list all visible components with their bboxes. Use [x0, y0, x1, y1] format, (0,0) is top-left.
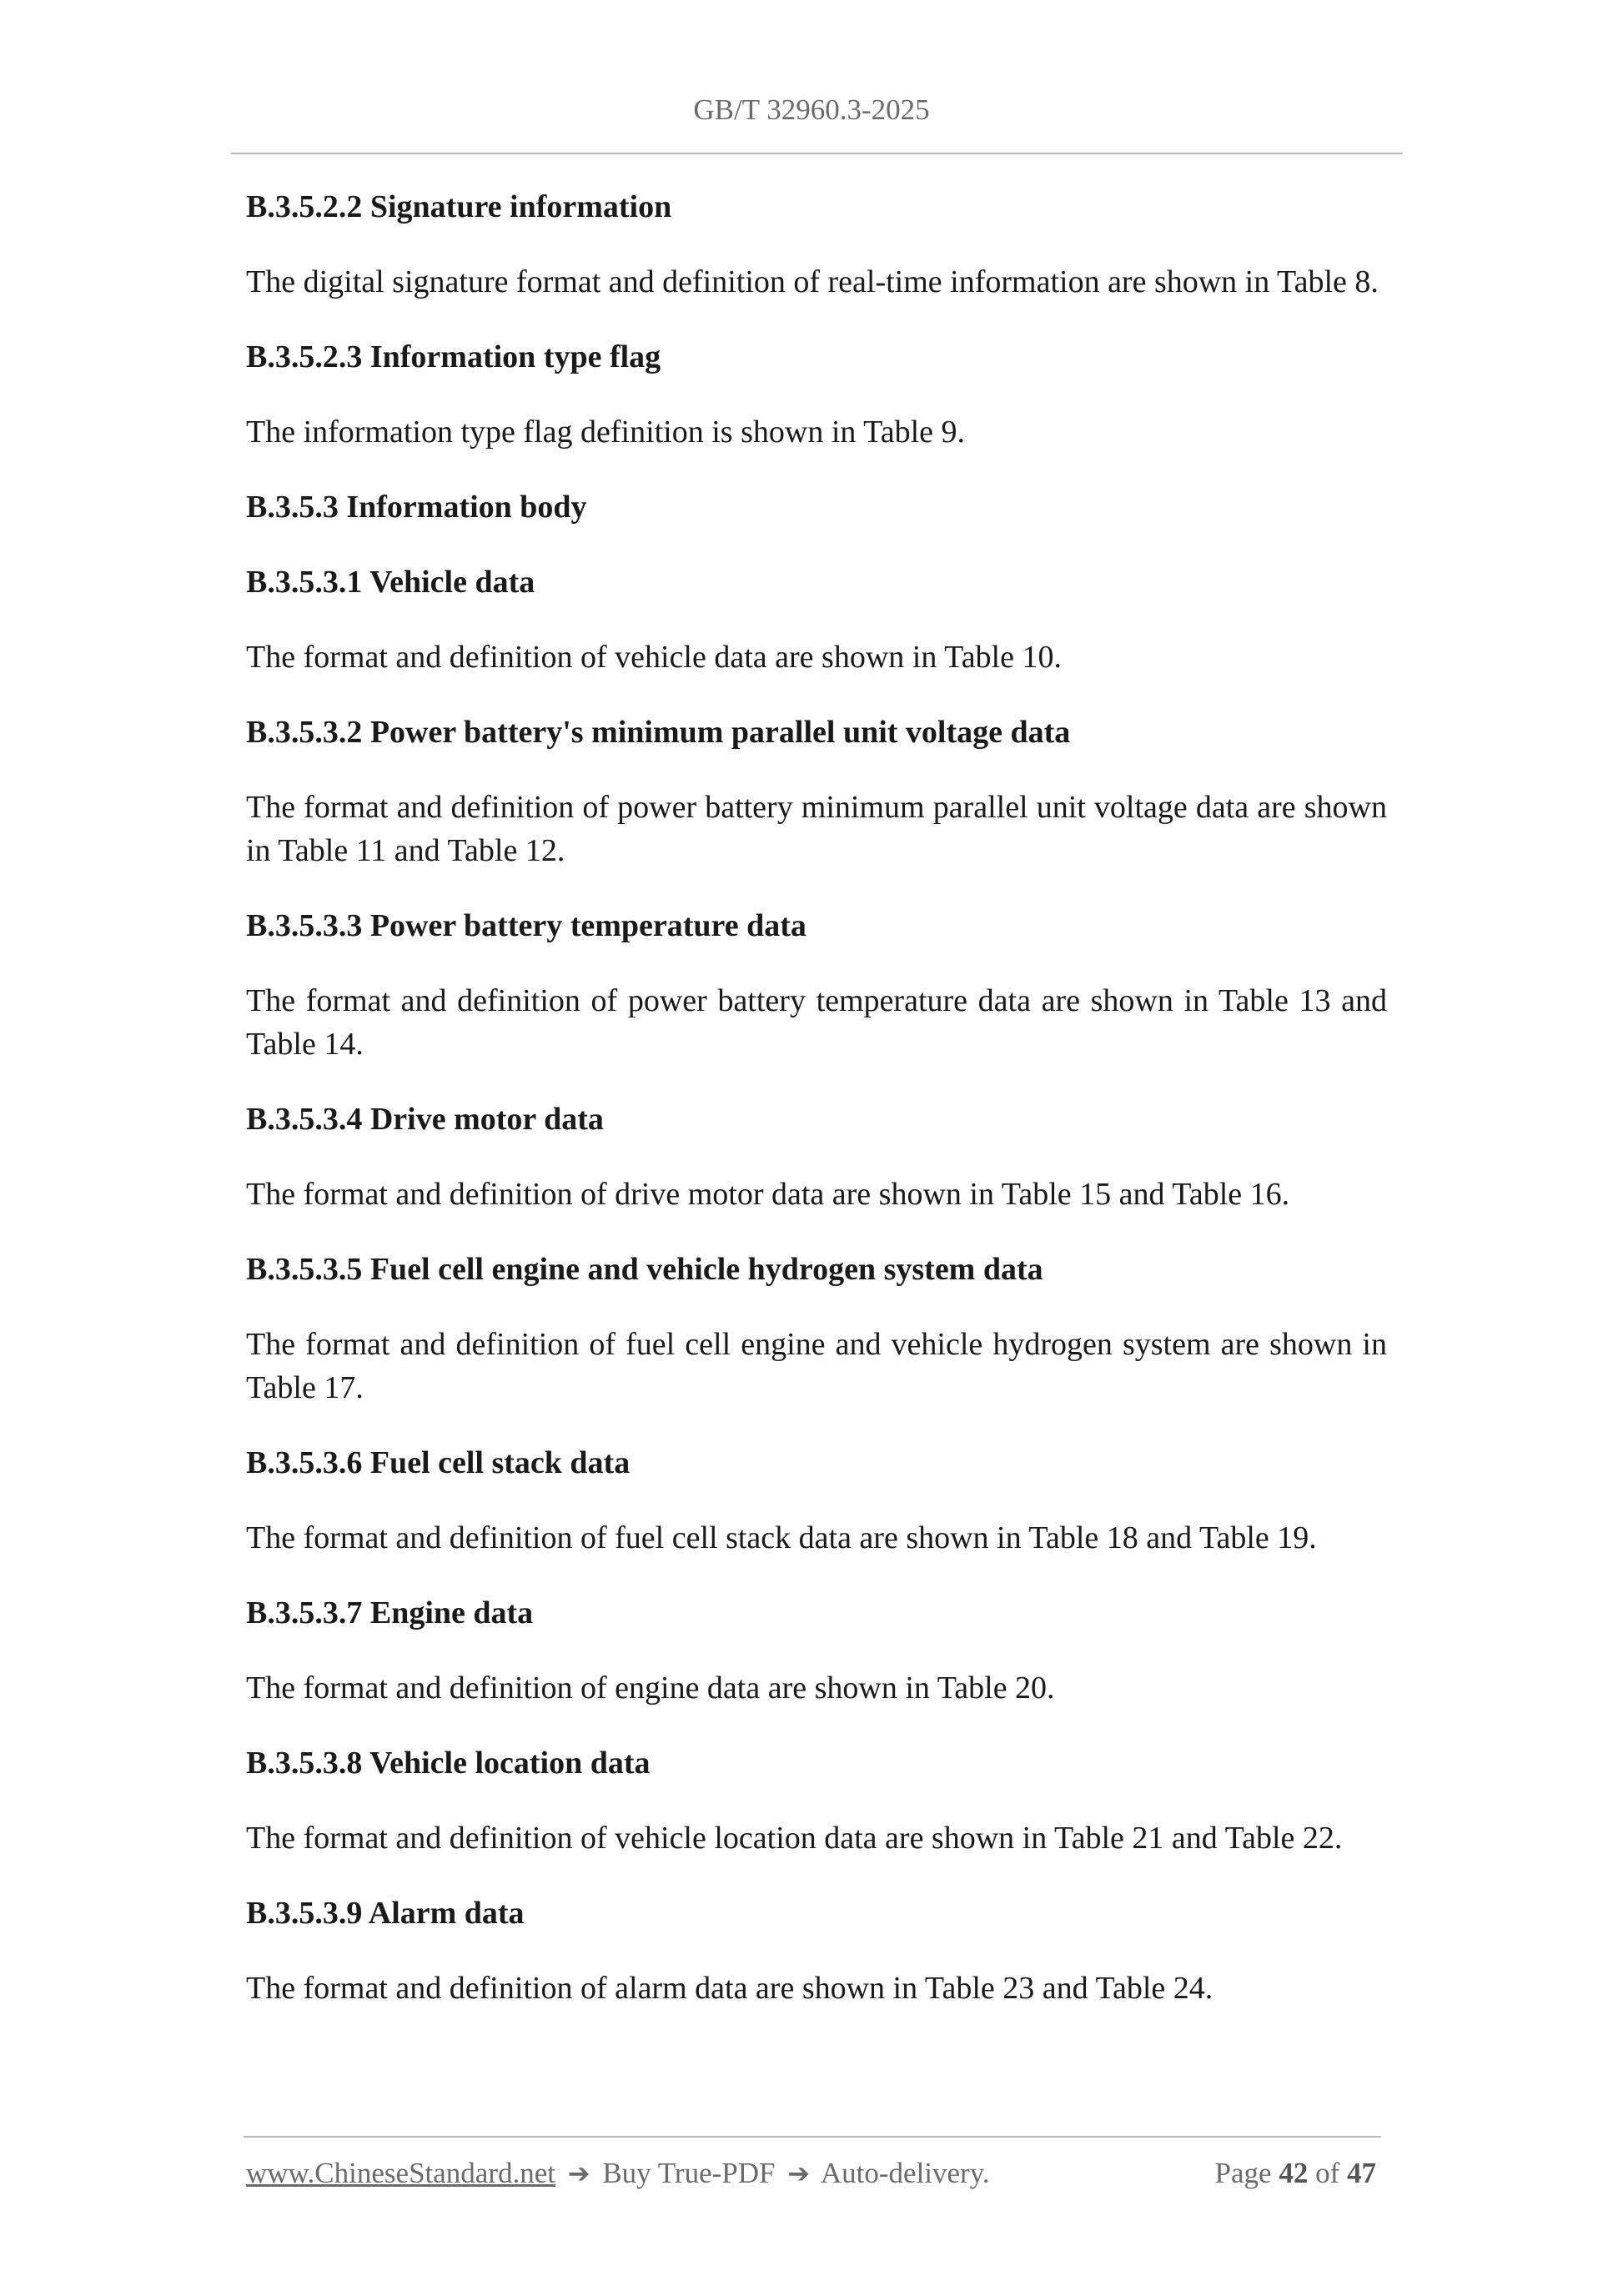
section-paragraph: The format and definition of drive motor data are shown in Table 15 and Table 16. [246, 1177, 1290, 1212]
section-heading: B.3.5.3.8 Vehicle location data [246, 1746, 651, 1781]
section-heading: B.3.5.3.6 Fuel cell stack data [246, 1445, 631, 1480]
section-paragraph: The format and definition of power battery minimum parallel unit voltage data are shown in Table 11 and Table 12. [246, 790, 1387, 868]
section-heading: B.3.5.3.2 Power battery's minimum parallel unit voltage data [246, 715, 1071, 750]
page-indicator [1215, 2157, 1376, 2190]
section-paragraph: The format and definition of engine data are shown in Table 20. [246, 1671, 1055, 1706]
section-heading: B.3.5.3 Information body [246, 490, 587, 525]
document-header: GB/T 32960.3-2025 [693, 93, 930, 126]
section-heading: B.3.5.2.2 Signature information [246, 189, 672, 224]
section-heading: B.3.5.3.4 Drive motor data [246, 1102, 604, 1137]
section-heading: B.3.5.3.9 Alarm data [246, 1896, 525, 1931]
page-footer [246, 2157, 1376, 2190]
section-paragraph: The information type flag definition is shown in Table 9. [246, 414, 966, 450]
auto-delivery-text: Auto-delivery. [820, 2157, 990, 2189]
chinesestandard-link[interactable]: www.ChineseStandard.net [246, 2157, 555, 2189]
section-paragraph: The digital signature format and definition of real-time information are shown in Table 8. [246, 264, 1379, 299]
section-paragraph: The format and definition of power battery temperature data are shown in Table 13 and Table 14. [246, 983, 1387, 1062]
section-paragraph: The format and definition of fuel cell engine and vehicle hydrogen system are shown in Table 17. [246, 1327, 1387, 1405]
section-paragraph: The format and definition of alarm data are shown in Table 23 and Table 24. [246, 1971, 1213, 2006]
page-current: 42 [1279, 2157, 1309, 2189]
arrow-right-icon: ➔ [567, 2158, 590, 2189]
section-heading: B.3.5.2.3 Information type flag [246, 339, 661, 374]
section-paragraph: The format and definition of vehicle location data are shown in Table 21 and Table 22. [246, 1821, 1343, 1856]
footer-left [246, 2157, 990, 2190]
section-paragraph: The format and definition of vehicle data are shown in Table 10. [246, 640, 1062, 675]
section-heading: B.3.5.3.5 Fuel cell engine and vehicle hydrogen system data [246, 1252, 1043, 1287]
page-total: 47 [1347, 2157, 1376, 2189]
document-body [246, 185, 1387, 2042]
header-divider [231, 153, 1403, 154]
page-of: of [1315, 2157, 1340, 2189]
section-heading: B.3.5.3.1 Vehicle data [246, 565, 535, 600]
section-heading: B.3.5.3.3 Power battery temperature data [246, 908, 806, 943]
footer-divider [244, 2136, 1381, 2138]
page-label: Page [1214, 2157, 1272, 2189]
section-paragraph: The format and definition of fuel cell stack data are shown in Table 18 and Table 19. [246, 1520, 1317, 1555]
arrow-right-icon: ➔ [787, 2158, 811, 2189]
section-heading: B.3.5.3.7 Engine data [246, 1595, 534, 1630]
buy-true-pdf-text: Buy True-PDF [602, 2157, 776, 2189]
